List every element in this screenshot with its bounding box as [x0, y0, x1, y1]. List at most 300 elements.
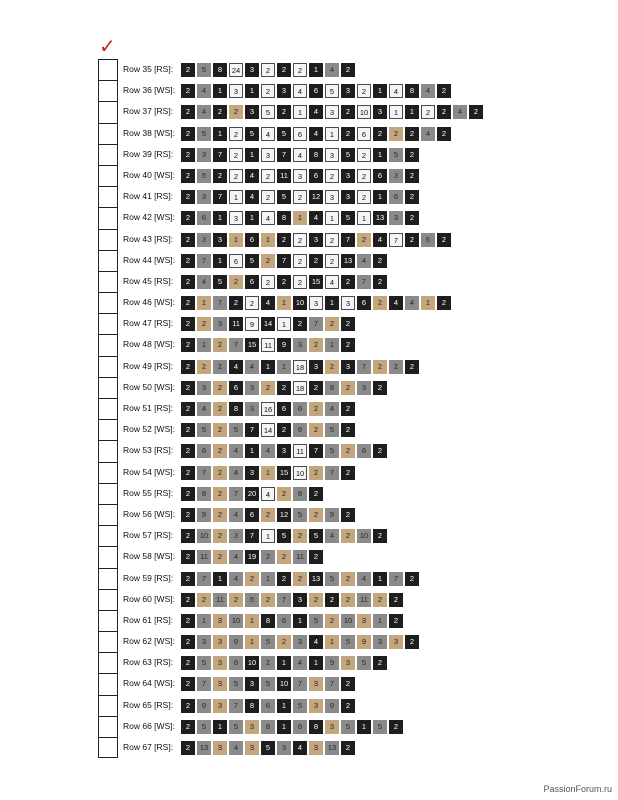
stitch-count-cell: 2	[325, 614, 339, 628]
stitch-count-cell: 2	[213, 487, 227, 501]
stitch-count-cell: 11	[357, 593, 371, 607]
stitch-count-cell: 7	[213, 148, 227, 162]
stitch-count-cell: 9	[277, 338, 291, 352]
stitch-count-cell: 10	[277, 677, 291, 691]
stitch-count-cell: 5	[197, 127, 211, 141]
stitch-count-cell: 4	[421, 127, 435, 141]
stitch-count-cell: 6	[245, 275, 259, 289]
stitch-count-cell: 3	[293, 593, 307, 607]
stitch-count-cell: 10	[229, 614, 243, 628]
stitch-count-cell: 2	[181, 508, 195, 522]
row-checkbox[interactable]	[98, 737, 118, 758]
stitch-count-cell: 2	[213, 466, 227, 480]
stitch-count-cell: 2	[181, 423, 195, 437]
stitch-count-cell: 24	[229, 63, 243, 77]
stitch-count-cell: 5	[197, 63, 211, 77]
stitch-count-cell: 5	[341, 720, 355, 734]
stitch-count-cell: 2	[181, 190, 195, 204]
stitch-count-cell: 3	[277, 444, 291, 458]
stitch-count-cell: 2	[229, 148, 243, 162]
knitting-row	[98, 250, 618, 271]
stitch-count-cell: 5	[277, 190, 291, 204]
stitch-count-cell: 1	[373, 614, 387, 628]
stitch-count-cell: 4	[293, 148, 307, 162]
stitch-count-cell: 5	[245, 593, 259, 607]
stitch-count-cell: 2	[213, 423, 227, 437]
row-label: Row 36 [WS]:	[123, 85, 175, 96]
stitch-count-cell: 4	[293, 84, 307, 98]
stitch-count-cell: 2	[309, 550, 323, 564]
stitch-count-cell: 2	[213, 444, 227, 458]
row-checkbox[interactable]	[98, 440, 118, 461]
stitch-count-cell: 2	[261, 381, 275, 395]
row-checkbox[interactable]	[98, 504, 118, 525]
stitch-count-cells	[181, 741, 355, 755]
stitch-count-cell: 5	[309, 614, 323, 628]
stitch-count-cell: 2	[405, 360, 419, 374]
stitch-count-cells	[181, 550, 323, 564]
stitch-count-cell: 4	[245, 169, 259, 183]
stitch-count-cell: 3	[293, 169, 307, 183]
stitch-count-cell: 2	[197, 360, 211, 374]
row-checkbox[interactable]	[98, 568, 118, 589]
stitch-count-cell: 1	[309, 656, 323, 670]
stitch-count-cell: 2	[245, 572, 259, 586]
stitch-count-cell: 2	[197, 593, 211, 607]
row-checkbox[interactable]	[98, 123, 118, 144]
knitting-row	[98, 101, 618, 122]
stitch-count-cell: 1	[213, 720, 227, 734]
stitch-count-cell: 15	[277, 466, 291, 480]
stitch-count-cell: 4	[197, 105, 211, 119]
stitch-count-cell: 3	[245, 720, 259, 734]
stitch-count-cell: 5	[293, 508, 307, 522]
row-label: Row 40 [WS]:	[123, 169, 175, 180]
stitch-count-cell: 5	[197, 169, 211, 183]
stitch-count-cell: 6	[293, 402, 307, 416]
stitch-count-cell: 3	[245, 402, 259, 416]
stitch-count-cell: 2	[181, 487, 195, 501]
stitch-count-cell: 9	[197, 699, 211, 713]
row-checkbox[interactable]	[98, 462, 118, 483]
row-label: Row 45 [RS]:	[123, 275, 174, 286]
stitch-count-cell: 6	[309, 84, 323, 98]
stitch-count-cell: 2	[213, 508, 227, 522]
row-checkbox[interactable]	[98, 250, 118, 271]
stitch-count-cell: 3	[245, 466, 259, 480]
stitch-count-cell: 16	[261, 402, 275, 416]
stitch-count-cell: 1	[245, 148, 259, 162]
knitting-row	[98, 186, 618, 207]
stitch-count-cell: 1	[277, 317, 291, 331]
stitch-count-cell: 2	[181, 529, 195, 543]
stitch-count-cell: 13	[325, 741, 339, 755]
stitch-count-cell: 1	[325, 296, 339, 310]
stitch-count-cell: 10	[293, 296, 307, 310]
stitch-count-cell: 7	[197, 254, 211, 268]
stitch-count-cell: 5	[229, 720, 243, 734]
stitch-count-cell: 2	[213, 529, 227, 543]
row-checkbox[interactable]	[98, 716, 118, 737]
stitch-count-cell: 5	[325, 572, 339, 586]
row-label: Row 37 [RS]:	[123, 106, 174, 117]
stitch-count-cell: 5	[341, 211, 355, 225]
stitch-count-cell: 2	[325, 169, 339, 183]
stitch-count-cell: 4	[325, 402, 339, 416]
row-label: Row 50 [WS]:	[123, 381, 175, 392]
stitch-count-cell: 2	[181, 169, 195, 183]
stitch-count-cells	[181, 63, 355, 77]
row-label: Row 35 [RS]:	[123, 64, 174, 74]
knitting-row	[98, 313, 618, 334]
stitch-count-cells	[181, 105, 483, 119]
stitch-count-cell: 7	[357, 275, 371, 289]
stitch-count-cell: 1	[277, 720, 291, 734]
stitch-count-cell: 3	[357, 614, 371, 628]
stitch-count-cells	[181, 572, 419, 586]
knitting-row-list	[98, 59, 618, 758]
stitch-count-cell: 1	[421, 296, 435, 310]
stitch-count-cell: 2	[293, 190, 307, 204]
stitch-count-cell: 13	[341, 254, 355, 268]
stitch-count-cell: 3	[213, 635, 227, 649]
stitch-count-cell: 2	[373, 254, 387, 268]
stitch-count-cell: 6	[245, 508, 259, 522]
row-label: Row 61 [RS]:	[123, 614, 174, 625]
stitch-count-cell: 1	[261, 529, 275, 543]
stitch-count-cell: 2	[261, 190, 275, 204]
stitch-count-cell: 8	[293, 487, 307, 501]
row-checkbox[interactable]	[98, 673, 118, 694]
stitch-count-cell: 5	[341, 635, 355, 649]
stitch-count-cell: 2	[261, 275, 275, 289]
stitch-count-cell: 3	[197, 233, 211, 247]
stitch-count-cell: 2	[213, 402, 227, 416]
row-checkbox[interactable]	[98, 377, 118, 398]
stitch-count-cell: 2	[261, 593, 275, 607]
stitch-count-cell: 2	[405, 148, 419, 162]
stitch-count-cell: 3	[245, 105, 259, 119]
row-label: Row 56 [WS]:	[123, 508, 175, 519]
stitch-count-cell: 3	[309, 233, 323, 247]
stitch-count-cell: 7	[229, 487, 243, 501]
stitch-count-cell: 3	[373, 105, 387, 119]
row-checkbox[interactable]	[98, 631, 118, 652]
knitting-row	[98, 356, 618, 377]
stitch-count-cell: 11	[293, 444, 307, 458]
knitting-row	[98, 165, 618, 186]
stitch-count-cell: 1	[213, 127, 227, 141]
stitch-count-cell: 18	[293, 381, 307, 395]
stitch-count-cell: 2	[261, 63, 275, 77]
row-checkbox[interactable]	[98, 313, 118, 334]
stitch-count-cells	[181, 233, 451, 247]
stitch-count-cell: 2	[309, 593, 323, 607]
stitch-count-cell: 7	[325, 466, 339, 480]
stitch-count-cell: 2	[309, 254, 323, 268]
row-checkbox[interactable]	[98, 207, 118, 228]
stitch-count-cell: 2	[293, 233, 307, 247]
stitch-count-cell: 10	[293, 466, 307, 480]
stitch-count-cell: 2	[341, 423, 355, 437]
stitch-count-cell: 5	[197, 423, 211, 437]
stitch-count-cell: 2	[421, 105, 435, 119]
stitch-count-cell: 4	[325, 63, 339, 77]
stitch-count-cell: 4	[309, 211, 323, 225]
stitch-count-cell: 3	[197, 381, 211, 395]
stitch-count-cell: 5	[261, 635, 275, 649]
stitch-count-cell: 1	[357, 211, 371, 225]
stitch-count-cell: 2	[325, 317, 339, 331]
stitch-count-cell: 2	[325, 254, 339, 268]
stitch-count-cell: 2	[309, 487, 323, 501]
stitch-count-cell: 9	[229, 635, 243, 649]
stitch-count-cell: 11	[261, 338, 275, 352]
stitch-count-cell: 4	[293, 741, 307, 755]
stitch-count-cells	[181, 614, 403, 628]
stitch-count-cell: 4	[309, 105, 323, 119]
row-checkbox[interactable]	[98, 229, 118, 250]
stitch-count-cells	[181, 360, 419, 374]
stitch-count-cell: 6	[309, 169, 323, 183]
stitch-count-cell: 1	[213, 572, 227, 586]
row-checkbox[interactable]	[98, 101, 118, 122]
stitch-count-cell: 3	[389, 635, 403, 649]
row-checkbox[interactable]	[98, 271, 118, 292]
stitch-count-cell: 6	[245, 233, 259, 247]
stitch-count-cell: 4	[229, 444, 243, 458]
stitch-count-cell: 2	[277, 423, 291, 437]
stitch-count-cell: 2	[389, 360, 403, 374]
stitch-count-cell: 2	[341, 677, 355, 691]
stitch-count-cell: 4	[389, 296, 403, 310]
stitch-count-cell: 2	[181, 233, 195, 247]
row-label: Row 41 [RS]:	[123, 191, 174, 202]
row-checkbox[interactable]	[98, 589, 118, 610]
knitting-row	[98, 610, 618, 631]
stitch-count-cell: 3	[245, 381, 259, 395]
row-checkbox[interactable]	[98, 546, 118, 567]
stitch-count-cell: 4	[197, 275, 211, 289]
row-checkbox[interactable]	[98, 483, 118, 504]
stitch-count-cells	[181, 169, 419, 183]
stitch-count-cell: 4	[261, 444, 275, 458]
stitch-count-cell: 5	[309, 529, 323, 543]
stitch-count-cell: 1	[277, 699, 291, 713]
stitch-count-cells	[181, 338, 355, 352]
row-checkbox[interactable]	[98, 652, 118, 673]
row-checkbox[interactable]	[98, 292, 118, 313]
stitch-count-cell: 8	[245, 699, 259, 713]
stitch-count-cell: 6	[389, 190, 403, 204]
row-checkbox[interactable]	[98, 525, 118, 546]
stitch-count-cell: 1	[277, 656, 291, 670]
stitch-count-cell: 6	[229, 656, 243, 670]
stitch-count-cell: 5	[277, 529, 291, 543]
stitch-count-cell: 2	[389, 593, 403, 607]
stitch-count-cell: 2	[341, 593, 355, 607]
row-checkbox[interactable]	[98, 334, 118, 355]
stitch-count-cell: 3	[213, 233, 227, 247]
stitch-count-cell: 7	[229, 699, 243, 713]
stitch-count-cell: 2	[229, 593, 243, 607]
stitch-count-cell: 7	[245, 529, 259, 543]
stitch-count-cell: 6	[293, 127, 307, 141]
stitch-count-cell: 2	[341, 105, 355, 119]
stitch-count-cell: 3	[309, 360, 323, 374]
row-checkbox[interactable]	[98, 398, 118, 419]
stitch-count-cell: 4	[325, 529, 339, 543]
row-label: Row 39 [RS]:	[123, 148, 174, 159]
stitch-count-cell: 4	[229, 360, 243, 374]
stitch-count-cell: 2	[405, 233, 419, 247]
stitch-count-cell: 2	[341, 402, 355, 416]
stitch-count-cell: 2	[229, 296, 243, 310]
row-label: Row 66 [WS]:	[123, 720, 175, 731]
stitch-count-cell: 2	[405, 190, 419, 204]
stitch-count-cell: 4	[197, 402, 211, 416]
row-checkbox[interactable]	[98, 419, 118, 440]
stitch-count-cell: 2	[229, 169, 243, 183]
stitch-count-cell: 3	[229, 529, 243, 543]
stitch-count-cell: 2	[373, 656, 387, 670]
stitch-count-cell: 7	[293, 677, 307, 691]
stitch-count-cell: 5	[229, 677, 243, 691]
stitch-count-cell: 9	[293, 423, 307, 437]
stitch-count-cell: 8	[405, 84, 419, 98]
stitch-count-cell: 1	[261, 233, 275, 247]
stitch-count-cell: 1	[213, 211, 227, 225]
stitch-count-cell: 7	[309, 444, 323, 458]
row-checkbox[interactable]	[98, 80, 118, 101]
row-label: Row 64 [WS]:	[123, 678, 175, 689]
stitch-count-cell: 6	[277, 614, 291, 628]
stitch-count-cell: 2	[309, 402, 323, 416]
row-checkbox[interactable]	[98, 165, 118, 186]
row-label: Row 59 [RS]:	[123, 572, 174, 583]
stitch-count-cell: 5	[245, 127, 259, 141]
stitch-count-cell: 2	[277, 381, 291, 395]
stitch-count-cell: 3	[309, 296, 323, 310]
stitch-count-cell: 8	[309, 148, 323, 162]
stitch-count-cell: 3	[341, 190, 355, 204]
stitch-count-cell: 2	[325, 593, 339, 607]
stitch-count-cell: 4	[293, 656, 307, 670]
stitch-count-cells	[181, 211, 419, 225]
stitch-count-cell: 8	[213, 63, 227, 77]
stitch-count-cell: 1	[325, 211, 339, 225]
stitch-count-cell: 19	[245, 550, 259, 564]
stitch-count-cell: 2	[437, 84, 451, 98]
stitch-count-cell: 2	[389, 614, 403, 628]
stitch-count-cell: 5	[293, 699, 307, 713]
stitch-count-cell: 13	[197, 741, 211, 755]
knitting-row	[98, 673, 618, 694]
stitch-count-cell: 2	[405, 635, 419, 649]
stitch-count-cell: 2	[245, 296, 259, 310]
row-label: Row 67 [RS]:	[123, 742, 174, 752]
stitch-count-cell: 15	[309, 275, 323, 289]
stitch-count-cell: 14	[261, 317, 275, 331]
stitch-count-cell: 3	[389, 169, 403, 183]
stitch-count-cells	[181, 127, 451, 141]
stitch-count-cell: 11	[293, 550, 307, 564]
stitch-count-cell: 5	[357, 656, 371, 670]
row-checkbox[interactable]	[98, 144, 118, 165]
stitch-count-cell: 2	[309, 508, 323, 522]
row-checkbox[interactable]	[98, 695, 118, 716]
stitch-count-cell: 1	[293, 211, 307, 225]
stitch-count-cell: 3	[277, 84, 291, 98]
stitch-count-cell: 7	[341, 233, 355, 247]
stitch-count-cell: 2	[341, 275, 355, 289]
stitch-count-cell: 2	[181, 699, 195, 713]
stitch-count-cell: 1	[373, 84, 387, 98]
knitting-row	[98, 377, 618, 398]
stitch-count-cell: 2	[261, 656, 275, 670]
stitch-count-cell: 2	[341, 317, 355, 331]
stitch-count-cell: 2	[357, 233, 371, 247]
stitch-count-cell: 7	[389, 233, 403, 247]
stitch-count-cell: 10	[341, 614, 355, 628]
stitch-count-cell: 1	[245, 211, 259, 225]
stitch-count-cell: 2	[277, 105, 291, 119]
row-checkbox[interactable]	[98, 59, 118, 80]
row-checkbox[interactable]	[98, 186, 118, 207]
stitch-count-cells	[181, 317, 355, 331]
stitch-count-cell: 6	[357, 127, 371, 141]
stitch-count-cell: 2	[181, 614, 195, 628]
row-label: Row 42 [WS]:	[123, 212, 175, 223]
stitch-count-cell: 5	[389, 148, 403, 162]
stitch-count-cell: 2	[213, 550, 227, 564]
stitch-count-cell: 3	[341, 296, 355, 310]
stitch-count-cell: 2	[437, 127, 451, 141]
stitch-count-cell: 2	[309, 381, 323, 395]
row-label: Row 52 [WS]:	[123, 424, 175, 435]
stitch-count-cell: 2	[181, 338, 195, 352]
stitch-count-cell: 13	[373, 211, 387, 225]
stitch-count-cell: 3	[309, 677, 323, 691]
row-checkbox[interactable]	[98, 356, 118, 377]
stitch-count-cell: 3	[213, 614, 227, 628]
stitch-count-cell: 4	[229, 508, 243, 522]
stitch-count-cell: 1	[309, 63, 323, 77]
stitch-count-cell: 2	[277, 487, 291, 501]
stitch-count-cell: 2	[181, 466, 195, 480]
completion-checkmark-icon: ✓	[99, 34, 116, 58]
stitch-count-cell: 4	[357, 254, 371, 268]
stitch-count-cell: 8	[261, 614, 275, 628]
stitch-count-cell: 2	[373, 296, 387, 310]
stitch-count-cell: 2	[373, 444, 387, 458]
stitch-count-cell: 3	[325, 190, 339, 204]
stitch-count-cell: 3	[245, 63, 259, 77]
stitch-count-cell: 2	[293, 275, 307, 289]
stitch-count-cell: 9	[357, 635, 371, 649]
row-checkbox[interactable]	[98, 610, 118, 631]
stitch-count-cell: 2	[181, 741, 195, 755]
stitch-count-cell: 2	[181, 572, 195, 586]
stitch-count-cell: 4	[389, 84, 403, 98]
stitch-count-cell: 4	[229, 741, 243, 755]
stitch-count-cell: 2	[181, 360, 195, 374]
stitch-count-cell: 9	[197, 508, 211, 522]
stitch-count-cell: 1	[261, 360, 275, 374]
knitting-row	[98, 229, 618, 250]
stitch-count-cell: 2	[181, 550, 195, 564]
stitch-count-cell: 1	[277, 296, 291, 310]
